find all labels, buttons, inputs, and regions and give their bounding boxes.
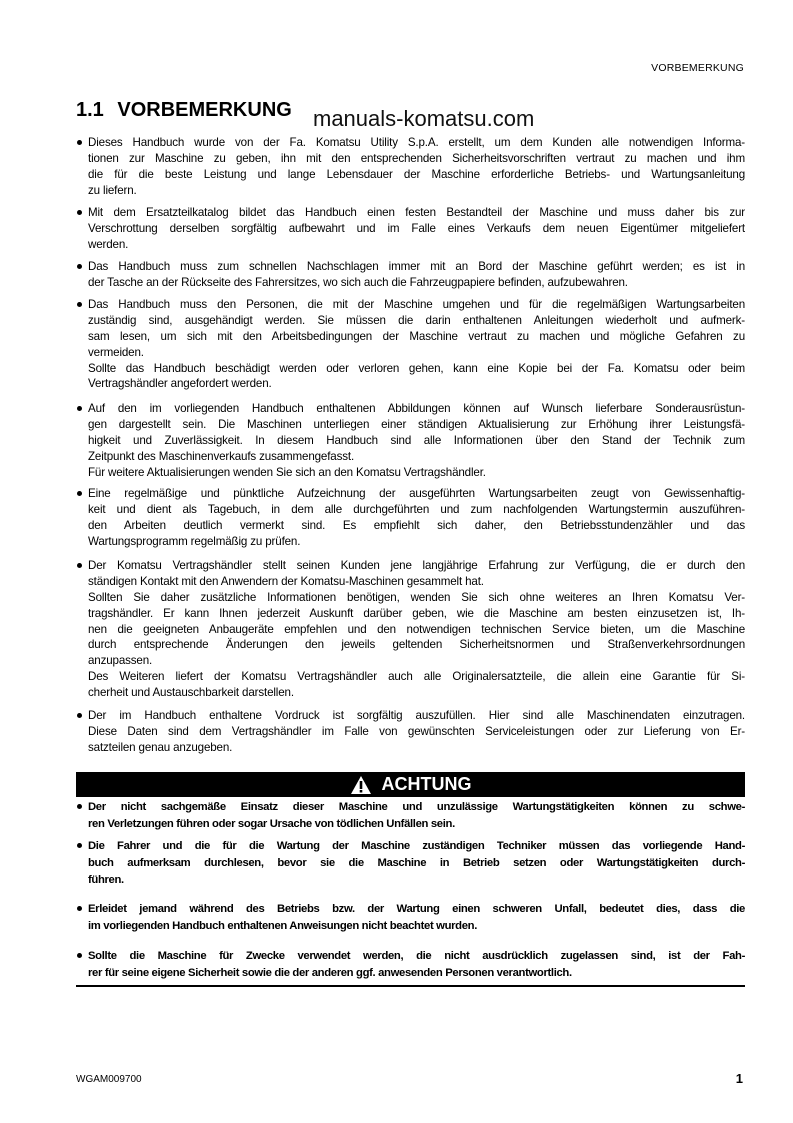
text-line: führen. bbox=[88, 873, 124, 886]
text-line: Der im Handbuch enthaltene Vordruck ist sorgfältig auszufüllen. Hier sind alle Maschinendaten einzutragen. bbox=[88, 709, 745, 722]
text-line: rer für seine eigene Sicherheit sowie die der anderen ggf. anwesenden Personen verantwortlich. bbox=[88, 966, 572, 979]
bullet-icon bbox=[77, 210, 82, 215]
text-line: Das Handbuch muss den Personen, die mit der Maschine umgehen und für die regelmäßigen Wartungsarbeiten bbox=[88, 298, 745, 311]
text-line: Der Komatsu Vertragshändler stellt seinen Kunden jene langjährige Erfahrung zur Verfügung, die er durch den bbox=[88, 559, 745, 572]
section-divider bbox=[76, 985, 745, 987]
warning-item bbox=[77, 799, 745, 833]
warning-item bbox=[77, 948, 745, 982]
list-item bbox=[77, 486, 745, 550]
text-line: satzteilen genau anzugeben. bbox=[88, 740, 233, 754]
bullet-icon bbox=[77, 406, 82, 411]
list-item bbox=[77, 708, 745, 756]
bullet-icon bbox=[77, 953, 82, 958]
text-line: die für die beste Leistung und lange Lebensdauer der Maschine erforderliche Betriebs- und Wartungsanleitung bbox=[88, 167, 745, 181]
text-line: durch entsprechende Änderungen den jeweils geltenden Sicherheitsnormen und Straßenverkehrsordnungen bbox=[88, 638, 745, 652]
bullet-icon bbox=[77, 713, 82, 718]
list-item bbox=[77, 205, 745, 253]
text-line: anzupassen. bbox=[88, 654, 153, 668]
list-item bbox=[77, 401, 745, 480]
bullet-icon bbox=[77, 491, 82, 496]
text-line: Des Weiteren liefert der Komatsu Vertragshändler auch alle Originalersatzteile, die allein eine Garantie für Si- bbox=[88, 670, 745, 684]
text-line: tionen zur Maschine zu geben, ihn mit den entsprechenden Sicherheitsvorschriften vertraut zu machen und ihm bbox=[88, 151, 745, 165]
text-line: Die Fahrer und die für die Wartung der Maschine zuständigen Techniker müssen das vorliegende Hand- bbox=[88, 840, 745, 852]
text-line: den Arbeiten deutlich vermerkt sind. Es empfiehlt sich daher, den Betriebsstundenzähler und das bbox=[88, 518, 745, 532]
text-line: Sollte die Maschine für Zwecke verwendet werden, die nicht ausdrücklich zugelassen sind, ist der Fah- bbox=[88, 950, 745, 962]
warning-item bbox=[77, 901, 745, 935]
text-line: Auf den im vorliegenden Handbuch enthaltenen Abbildungen können auf Wunsch lieferbare Sonderausrüstun- bbox=[88, 402, 745, 415]
list-item bbox=[77, 259, 745, 291]
text-line: zu liefern. bbox=[88, 183, 137, 197]
bullet-icon bbox=[77, 140, 82, 145]
warning-banner bbox=[76, 772, 745, 797]
running-header: VORBEMERKUNG bbox=[651, 62, 744, 74]
text-line: zuständig sind, ausgehändigt werden. Sie müssen die darin enthaltenen Anleitungen wiederholt und aufmerk- bbox=[88, 313, 745, 327]
bullet-icon bbox=[77, 906, 82, 911]
text-line: higkeit und Zuverlässigkeit. In diesem Handbuch sind alle Informationen über den Stand der Technik zum bbox=[88, 433, 745, 447]
text-line: Diese Daten sind dem Vertragshändler im Falle von gewünschten Serviceleistungen oder zur Lieferung von Er- bbox=[88, 724, 745, 738]
text-line: keit und dient als Tagebuch, in dem alle durchgeführten und zum nachfolgenden Wartungstermin auszuführen- bbox=[88, 502, 745, 516]
text-line: Das Handbuch muss zum schnellen Nachschlagen immer mit an Bord der Maschine geführt werden; es ist in bbox=[88, 260, 745, 273]
text-line: Für weitere Aktualisierungen wenden Sie sich an den Komatsu Vertragshändler. bbox=[88, 465, 486, 479]
bullet-icon bbox=[77, 264, 82, 269]
bullet-icon bbox=[77, 804, 82, 809]
text-line: Mit dem Ersatzteilkatalog bildet das Handbuch einen festen Bestandteil der Maschine und muss daher bis zur bbox=[88, 206, 745, 219]
text-line: ständigen Kontakt mit den Anwendern der Komatsu-Maschinen gesammelt hat. bbox=[88, 574, 484, 588]
text-line: Eine regelmäßige und pünktliche Aufzeichnung der ausgeführten Wartungsarbeiten zeugt von Gewissenhaftig- bbox=[88, 487, 745, 500]
text-line: Verschrottung derselben sorgfältig aufbewahrt und im Falle eines Verkaufs dem neuen Eigentümer mitgeliefert bbox=[88, 221, 745, 235]
text-line: Erleidet jemand während des Betriebs bzw. der Wartung einen schweren Unfall, bedeutet dies, dass die bbox=[88, 903, 745, 915]
bullet-icon bbox=[77, 843, 82, 848]
text-line: Dieses Handbuch wurde von der Fa. Komatsu Utility S.p.A. erstellt, um dem Kunden alle notwendigen Informa- bbox=[88, 136, 745, 149]
text-line: buch aufmerksam durchlesen, bevor sie die Maschine in Betrieb setzen oder Wartungstätigkeiten durch- bbox=[88, 856, 745, 869]
list-item bbox=[77, 297, 745, 392]
text-line: vermeiden. bbox=[88, 345, 144, 359]
text-line: Sollten Sie daher zusätzliche Informationen benötigen, wenden Sie sich ohne weiteres an Ihren Komatsu Ver- bbox=[88, 590, 745, 604]
text-line: nen die geeigneten Anbaugeräte empfehlen und den notwendigen technischen Service bieten, um die Maschine bbox=[88, 622, 745, 636]
warning-label: ACHTUNG bbox=[381, 774, 472, 794]
text-line: Zeitpunkt des Maschinenverkaufs zusammengefasst. bbox=[88, 449, 355, 463]
text-line: Sollte das Handbuch beschädigt werden oder verloren gehen, kann eine Kopie bei der Fa. Komatsu oder beim bbox=[88, 361, 745, 375]
text-line: sam lesen, um sich mit den Arbeitsbedingungen der Maschine vertraut zu machen und mögliche Gefahren zu bbox=[88, 329, 745, 343]
watermark: manuals-komatsu.com bbox=[313, 106, 535, 131]
text-line: ren Verletzungen führen oder sogar Ursache von tödlichen Unfällen sein. bbox=[88, 817, 455, 830]
section-title: 1.1 VORBEMERKUNG bbox=[76, 99, 292, 121]
text-line: im vorliegenden Handbuch enthaltenen Anweisungen nicht beachtet wurden. bbox=[88, 919, 477, 932]
text-line: cherheit und Austauschbarkeit darstellen. bbox=[88, 686, 294, 700]
list-item bbox=[77, 558, 745, 701]
text-line: tragshändler. Er kann Ihnen jederzeit Auskunft darüber geben, wie die Maschine am besten einzusetzen ist, Ih- bbox=[88, 606, 745, 620]
page-number: 1 bbox=[735, 1071, 743, 1086]
bullet-icon bbox=[77, 563, 82, 568]
warning-item bbox=[77, 838, 745, 888]
text-line: der Tasche an der Rückseite des Fahrersitzes, wo sich auch die Fahrzeugpapiere befinden, aufzubewahren. bbox=[88, 275, 628, 289]
bullet-icon bbox=[77, 302, 82, 307]
text-line: Der nicht sachgemäße Einsatz dieser Maschine und unzulässige Wartungstätigkeiten können zu schwe- bbox=[88, 801, 745, 813]
list-item bbox=[77, 135, 745, 199]
text-line: gen dargestellt sein. Die Maschinen unterliegen einer ständigen Aktualisierung zur Erhöhung ihrer Leistungsfä- bbox=[88, 417, 745, 431]
warning-triangle-icon bbox=[350, 775, 372, 795]
document-id: WGAM009700 bbox=[76, 1074, 142, 1085]
text-line: Wartungsprogramm regelmäßig zu prüfen. bbox=[88, 534, 301, 548]
text-line: Vertragshändler angefordert werden. bbox=[88, 377, 272, 391]
text-line: werden. bbox=[88, 237, 129, 251]
